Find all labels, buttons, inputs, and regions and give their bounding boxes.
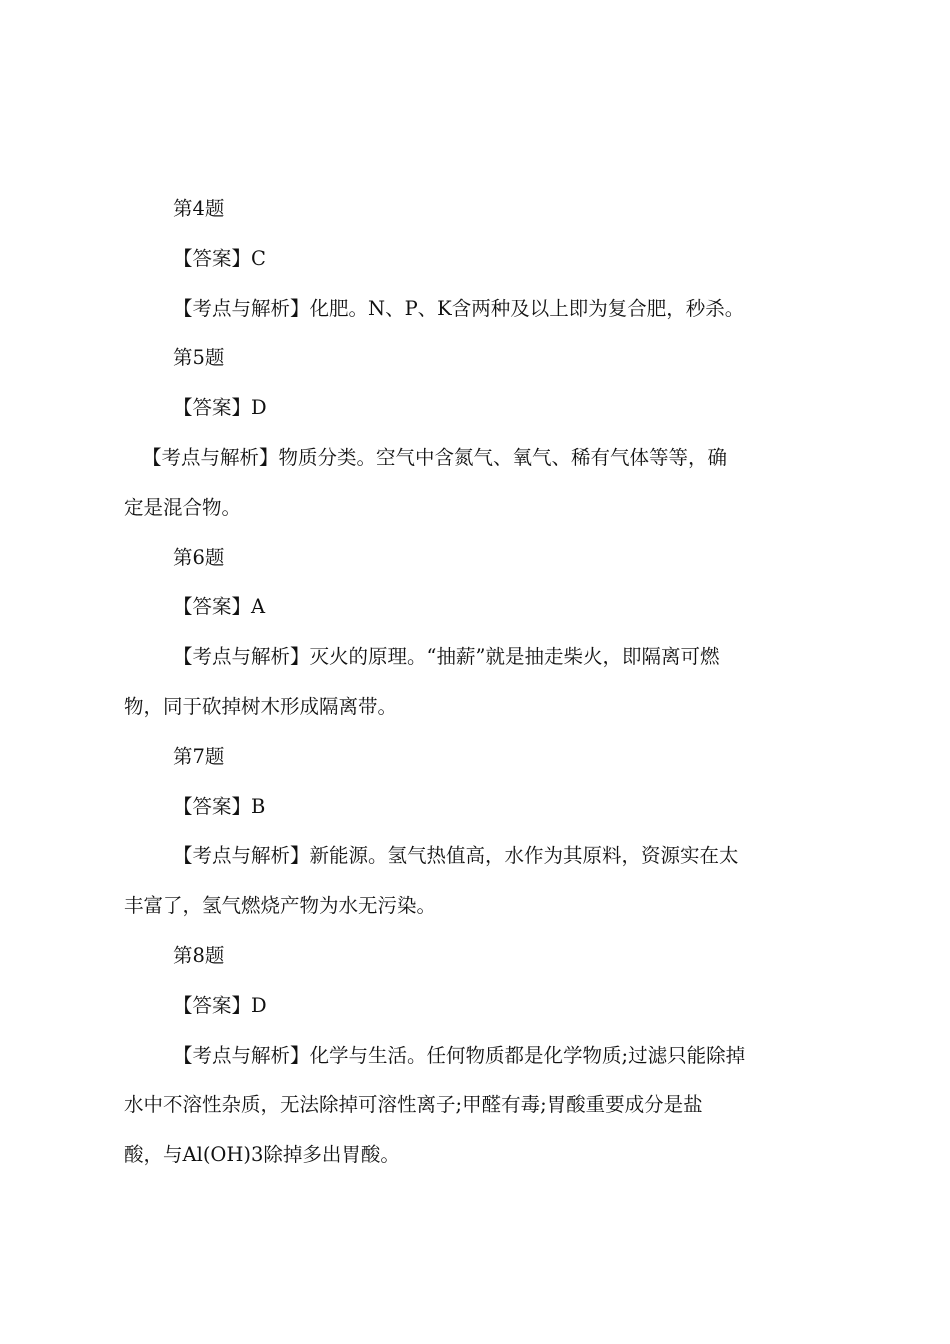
question-heading-5: 第5题 <box>173 346 225 370</box>
question-heading-4: 第4题 <box>173 197 225 220</box>
answer-7: 【答案】B <box>173 794 266 818</box>
analysis-8-line-3: 酸，与Al(OH)3除掉多出胃酸。 <box>124 1143 400 1167</box>
analysis-7-line-1: 【考点与解析】新能源。氢气热值高，水作为其原料，资源实在太 <box>173 844 739 868</box>
question-heading-6: 第6题 <box>173 545 225 569</box>
answer-5: 【答案】D <box>173 396 267 420</box>
document-page <box>124 184 836 1180</box>
question-heading-7: 第7题 <box>173 744 225 768</box>
analysis-8-line-2: 水中不溶性杂质，无法除掉可溶性离子;甲醛有毒;胃酸重要成分是盐 <box>124 1093 703 1117</box>
analysis-5-line-1: 【考点与解析】物质分类。空气中含氮气、氧气、稀有气体等等，确 <box>142 445 728 469</box>
analysis-5-line-2: 定是混合物。 <box>124 495 242 519</box>
answer-8: 【答案】D <box>173 993 267 1017</box>
question-heading-8: 第8题 <box>173 943 225 967</box>
answer-4: 【答案】C <box>173 246 266 270</box>
analysis-7-line-2: 丰富了，氢气燃烧产物为水无污染。 <box>124 894 437 918</box>
analysis-4: 【考点与解析】化肥。N、P、K含两种及以上即为复合肥，秒杀。 <box>173 296 745 320</box>
analysis-8-line-1: 【考点与解析】化学与生活。任何物质都是化学物质;过滤只能除掉 <box>173 1043 746 1067</box>
analysis-6-line-2: 物，同于砍掉树木形成隔离带。 <box>124 694 398 718</box>
answer-6: 【答案】A <box>173 595 266 619</box>
analysis-6-line-1: 【考点与解析】灭火的原理。“抽薪”就是抽走柴火，即隔离可燃 <box>173 645 720 669</box>
